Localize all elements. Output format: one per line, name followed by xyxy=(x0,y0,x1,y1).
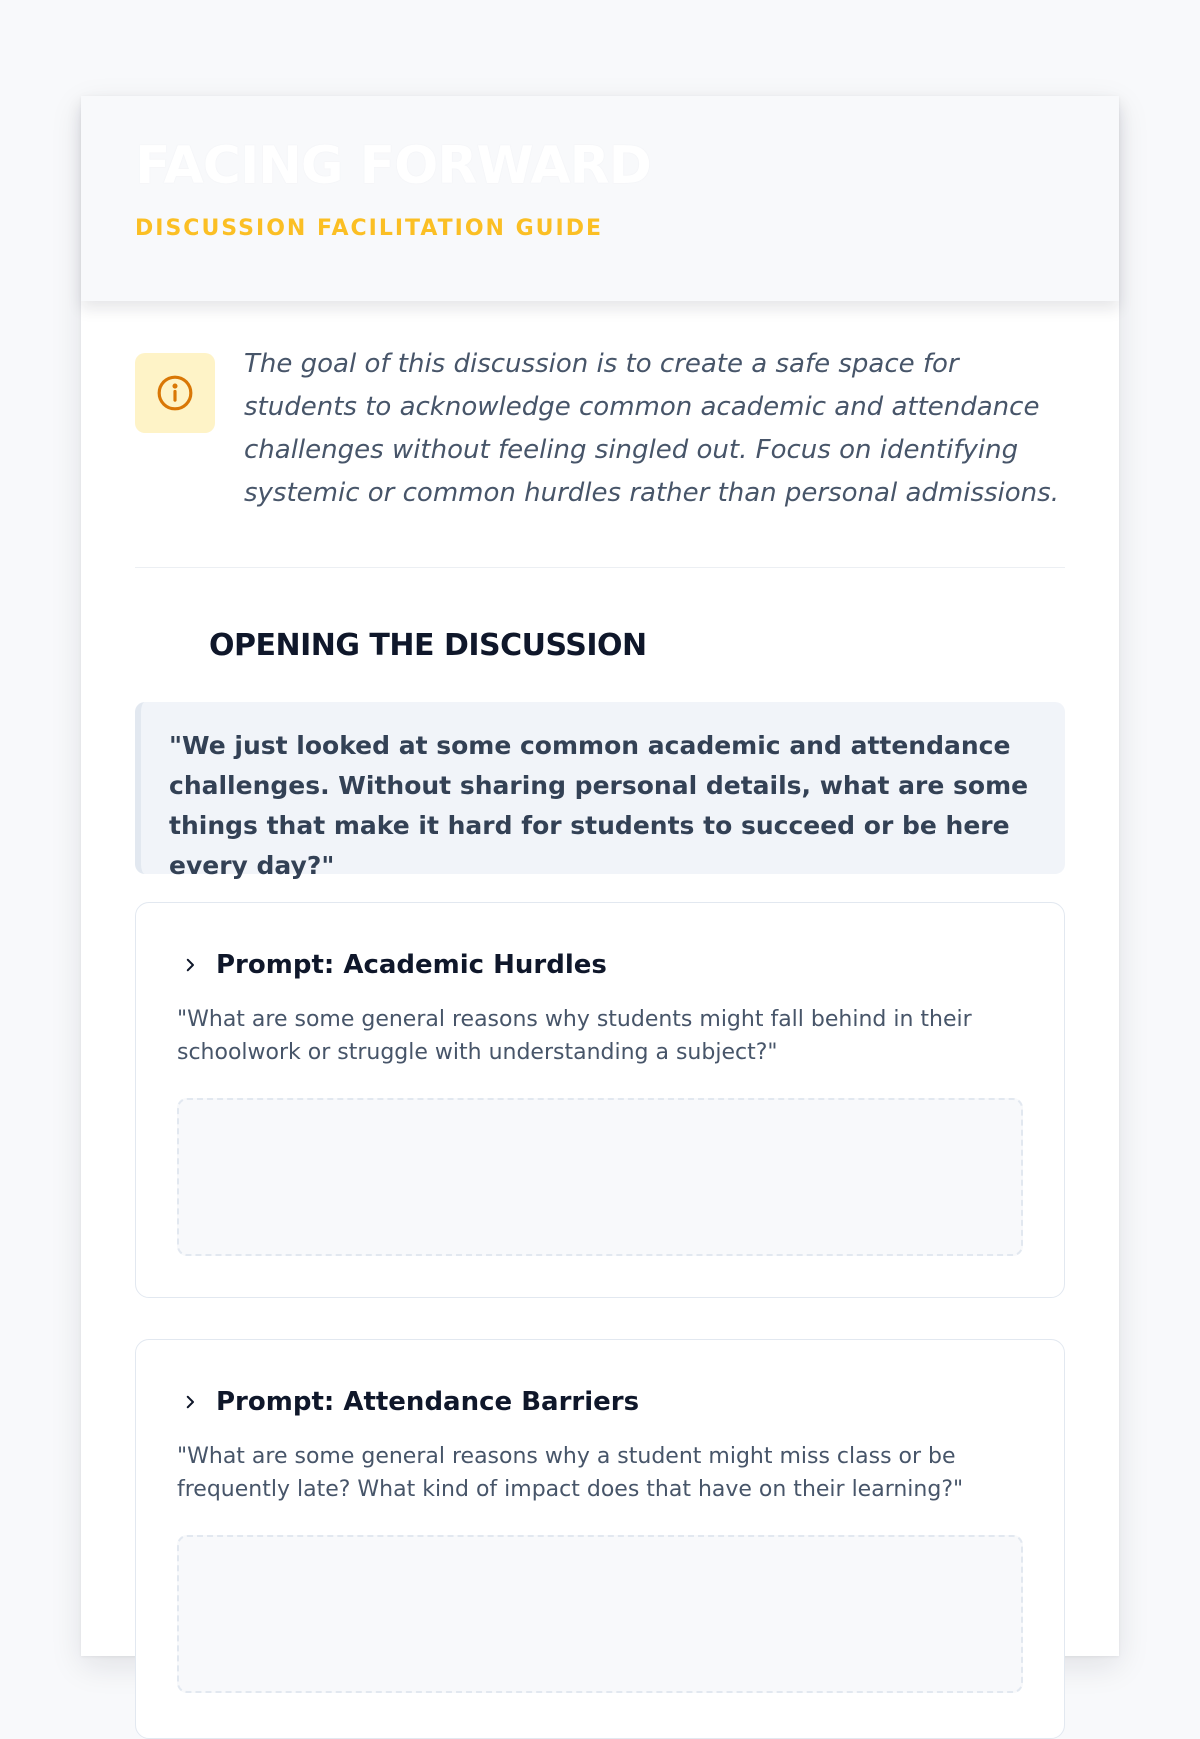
opening-quote-text: "We just looked at some common academic and attendance challenges. Without sharing personal details, what are some things that make it hard for students to succeed or be here every day?" xyxy=(169,731,1029,880)
chevron-right-icon[interactable] xyxy=(178,953,202,977)
prompt-title: Prompt: Attendance Barriers xyxy=(216,1387,640,1417)
notes-input[interactable] xyxy=(177,1098,1023,1256)
page-subtitle: DISCUSSION FACILITATION GUIDE xyxy=(135,216,604,241)
intro-callout xyxy=(135,349,1065,553)
page-title: FACING FORWARD xyxy=(135,136,651,196)
section-title: OPENING THE DISCUSSION xyxy=(209,628,647,663)
section-divider xyxy=(135,567,1065,568)
prompt-question: "What are some general reasons why a student might miss class or be frequently late? What kind of impact does that have on their learning?" xyxy=(177,1444,964,1502)
intro-text: The goal of this discussion is to create a safe space for students to acknowledge common academic and attendance challenges without feeling singled out. Focus on identifying systemic or common hurdles rather than personal admissions. xyxy=(244,349,1059,508)
prompt-question: "What are some general reasons why students might fall behind in their schoolwork or struggle with understanding a subject?" xyxy=(177,1007,972,1065)
prompt-card-academic-hurdles xyxy=(135,902,1065,1298)
notes-input[interactable] xyxy=(177,1535,1023,1693)
chevron-right-icon[interactable] xyxy=(178,1390,202,1414)
prompt-card-attendance-barriers xyxy=(135,1339,1065,1739)
guide-card xyxy=(81,96,1119,1656)
prompt-toggle[interactable] xyxy=(178,945,607,985)
prompt-title: Prompt: Academic Hurdles xyxy=(216,950,607,980)
guide-header xyxy=(81,96,1119,301)
opening-quote xyxy=(135,702,1065,880)
info-icon xyxy=(135,353,215,433)
prompt-toggle[interactable] xyxy=(178,1382,639,1422)
